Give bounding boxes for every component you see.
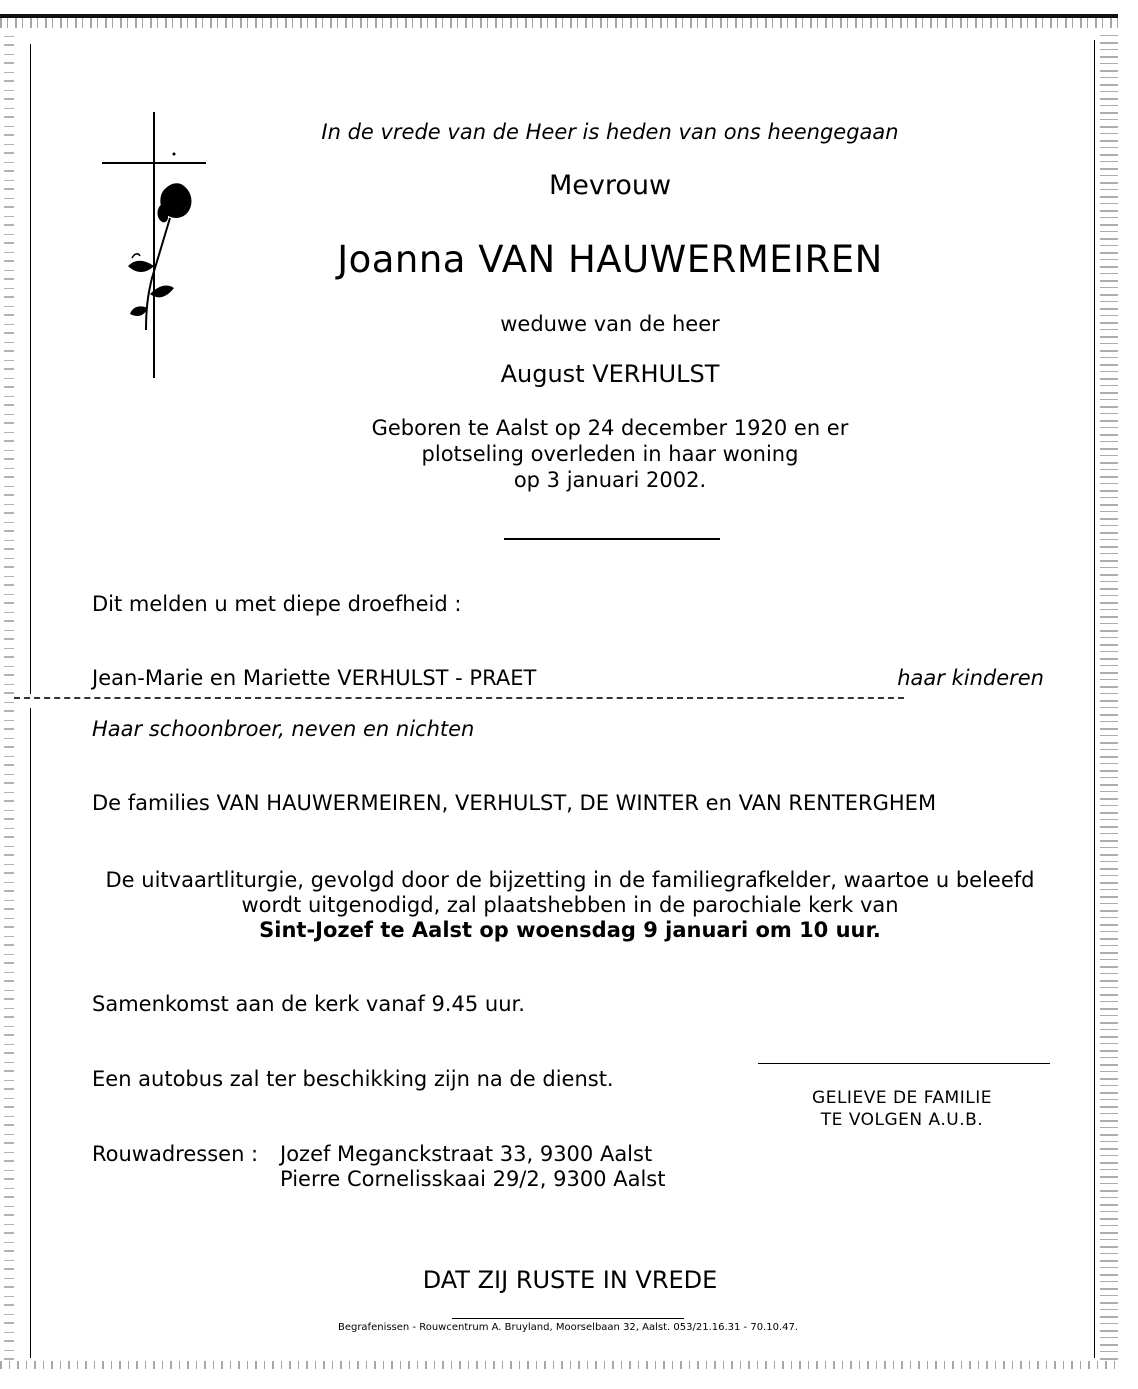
notice-rule xyxy=(758,1063,1050,1064)
follow-notice-line: GELIEVE DE FAMILIE xyxy=(812,1088,992,1108)
birth-death-line: Geboren te Aalst op 24 december 1920 en er xyxy=(371,416,849,440)
children-role: haar kinderen xyxy=(897,666,1044,690)
frame-right xyxy=(1094,40,1095,1358)
bus-line: Een autobus zal ter beschikking zijn na de dienst. xyxy=(92,1067,614,1091)
address-line: Pierre Cornelisskaai 29/2, 9300 Aalst xyxy=(280,1167,666,1191)
frame-left-lower xyxy=(30,708,31,1358)
scan-noise-left xyxy=(4,30,14,1360)
scan-noise-top xyxy=(0,18,1118,28)
address-line: Jozef Meganckstraat 33, 9300 Aalst xyxy=(280,1142,653,1166)
funeral-line: wordt uitgenodigd, zal plaatshebben in de parochiale kerk van xyxy=(241,893,899,917)
scan-noise-right xyxy=(1100,30,1118,1360)
separator-rule xyxy=(504,538,720,540)
salutation: Mevrouw xyxy=(548,170,672,201)
closing-line: DAT ZIJ RUSTE IN VREDE xyxy=(422,1266,718,1294)
addresses-label: Rouwadressen : xyxy=(92,1142,259,1166)
deceased-name: Joanna VAN HAUWERMEIREN xyxy=(337,238,883,281)
widow-line: weduwe van de heer xyxy=(500,312,720,336)
intro-line: In de vrede van de Heer is heden van ons heengegaan xyxy=(321,120,899,144)
footer-imprint: Begrafenissen - Rouwcentrum A. Bruyland, Moorselbaan 32, Aalst. 053/21.16.31 - 70.10.47. xyxy=(337,1322,799,1333)
funeral-time-line: Sint-Jozef te Aalst op woensdag 9 januari om 10 uur. xyxy=(259,918,881,942)
cross-rose-icon xyxy=(96,108,212,384)
birth-death-line: op 3 januari 2002. xyxy=(513,468,707,492)
follow-notice-line: TE VOLGEN A.U.B. xyxy=(820,1110,984,1130)
relatives-line: Haar schoonbroer, neven en nichten xyxy=(92,717,475,741)
funeral-line: De uitvaartliturgie, gevolgd door de bijzetting in de familiegrafkelder, waartoe u beleefd xyxy=(105,868,1035,892)
spouse-name: August VERHULST xyxy=(500,360,720,388)
scan-noise-bottom xyxy=(0,1361,1118,1369)
announcement-intro: Dit melden u met diepe droefheid : xyxy=(92,592,462,616)
children-name: Jean-Marie en Mariette VERHULST - PRAET xyxy=(92,666,537,690)
footer-rule xyxy=(452,1318,684,1319)
birth-death-line: plotseling overleden in haar woning xyxy=(421,442,799,466)
frame-left-upper xyxy=(30,44,31,694)
fold-line xyxy=(14,697,904,699)
families-line: De families VAN HAUWERMEIREN, VERHULST, DE WINTER en VAN RENTERGHEM xyxy=(92,791,937,815)
gathering-line: Samenkomst aan de kerk vanaf 9.45 uur. xyxy=(92,992,525,1016)
